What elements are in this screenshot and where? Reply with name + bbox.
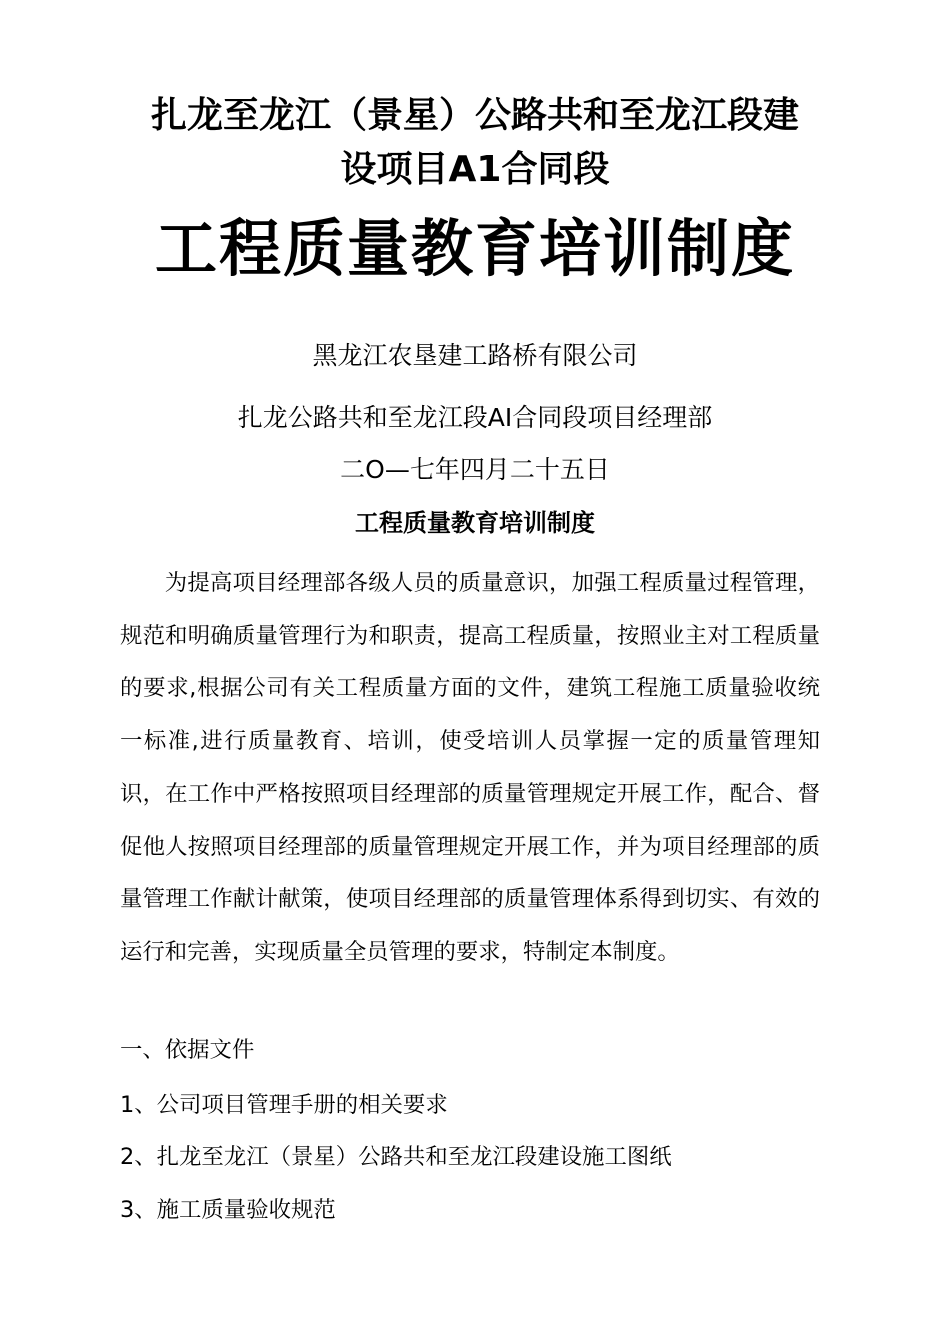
basis-list-item: 1、公司项目管理手册的相关要求 xyxy=(120,1092,448,1118)
document-date: 二O—七年四月二十五日 xyxy=(340,455,610,484)
company-name: 黑龙江农垦建工路桥有限公司 xyxy=(312,341,638,370)
project-title-line-1: 扎龙至龙江（景星）公路共和至龙江段建 xyxy=(150,95,799,136)
basis-list-item: 2、扎龙至龙江（景星）公路共和至龙江段建设施工图纸 xyxy=(120,1144,672,1170)
section-heading: 工程质量教育培训制度 xyxy=(355,509,595,537)
basis-heading: 一、依据文件 xyxy=(120,1037,255,1063)
basis-list-item: 3、施工质量验收规范 xyxy=(120,1197,336,1223)
department-name: 扎龙公路共和至龙江段AI合同段项目经理部 xyxy=(237,403,713,432)
main-title: 工程质量教育培训制度 xyxy=(154,212,795,285)
intro-paragraph: 为提高项目经理部各级人员的质量意识，加强工程质量过程管理，规范和明确质量管理行为和职责，提高工程质量，按照业主对工程质量的要求,根据公司有关工程质量方面的文件，建筑工程施工质量验收统一标准,进行质量教育、培训，使受培训人员掌握一定的质量管理知识，在工作中严格按照项目经理部的质量管理规定开展工作，配合、督促他人按照项目经理部的质量管理规定开展工作，并为项目经理部的质量管理工作献计献策，使项目经理部的质量管理体系得到切实、有效的运行和完善，实现质量全员管理的要求，特制定本制度。 xyxy=(120,570,820,965)
project-title-line-2: 设项目A1合同段 xyxy=(340,149,610,190)
